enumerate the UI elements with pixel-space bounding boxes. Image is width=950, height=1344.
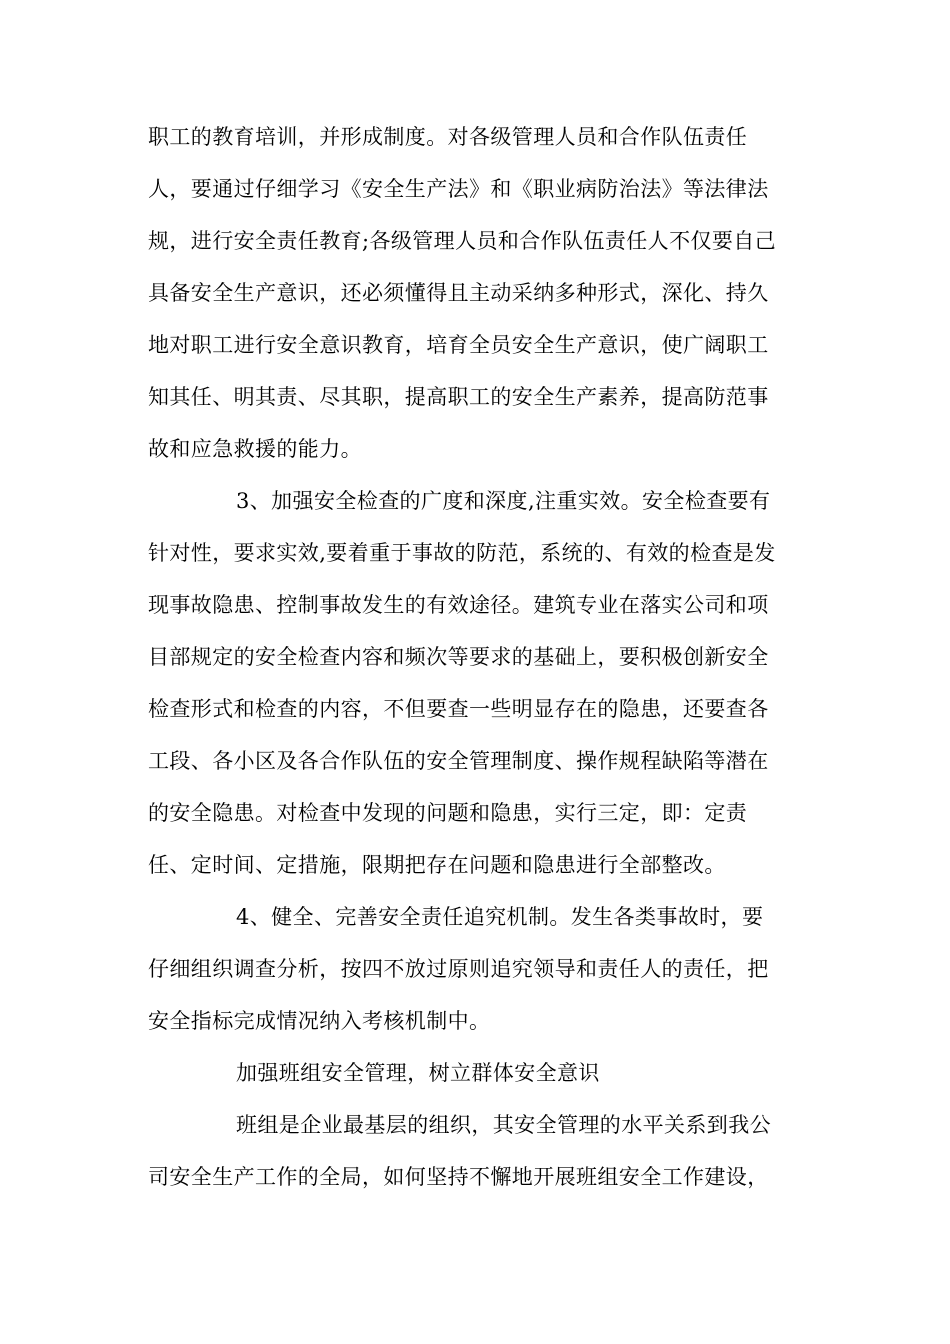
paragraph-line: 针对性，要求实效,要着重于事故的防范，系统的、有效的检查是发 xyxy=(148,541,776,565)
paragraph-line: 的安全隐患。对检查中发现的问题和隐患，实行三定，即：定责 xyxy=(148,801,748,825)
paragraph-line: 职工的教育培训，并形成制度。对各级管理人员和合作队伍责任 xyxy=(148,125,748,149)
paragraph-line: 司安全生产工作的全局，如何坚持不懈地开展班组安全工作建设， xyxy=(148,1165,769,1189)
paragraph-line: 地对职工进行安全意识教育，培育全员安全生产意识，使广阔职工 xyxy=(148,333,769,357)
paragraph-line: 检查形式和检查的内容，不但要查一些明显存在的隐患，还要查各 xyxy=(148,697,769,721)
paragraph-line: 人，要通过仔细学习《安全生产法》和《职业病防治法》等法律法 xyxy=(148,177,769,201)
paragraph-line: 目部规定的安全检查内容和频次等要求的基础上，要积极创新安全 xyxy=(148,645,769,669)
paragraph-line: 班组是企业最基层的组织，其安全管理的水平关系到我公 xyxy=(236,1113,771,1137)
paragraph-line: 4、健全、完善安全责任追究机制。发生各类事故时，要 xyxy=(236,905,764,929)
paragraph-line: 规，进行安全责任教育;各级管理人员和合作队伍责任人不仅要自己 xyxy=(148,229,777,253)
section-heading: 加强班组安全管理，树立群体安全意识 xyxy=(236,1061,600,1085)
paragraph-line: 故和应急救援的能力。 xyxy=(148,437,362,461)
paragraph-line: 3、加强安全检查的广度和深度,注重实效。安全检查要有 xyxy=(236,489,771,513)
paragraph-line: 任、定时间、定措施，限期把存在问题和隐患进行全部整改。 xyxy=(148,853,726,877)
paragraph-line: 现事故隐患、控制事故发生的有效途径。建筑专业在落实公司和项 xyxy=(148,593,769,617)
paragraph-line: 知其任、明其责、尽其职，提高职工的安全生产素养，提高防范事 xyxy=(148,385,769,409)
paragraph-line: 仔细组织调查分析，按四不放过原则追究领导和责任人的责任，把 xyxy=(148,957,769,981)
paragraph-line: 工段、各小区及各合作队伍的安全管理制度、操作规程缺陷等潜在 xyxy=(148,749,769,773)
paragraph-line: 具备安全生产意识，还必须懂得且主动采纳多种形式，深化、持久 xyxy=(148,281,769,305)
paragraph-line: 安全指标完成情况纳入考核机制中。 xyxy=(148,1009,491,1033)
